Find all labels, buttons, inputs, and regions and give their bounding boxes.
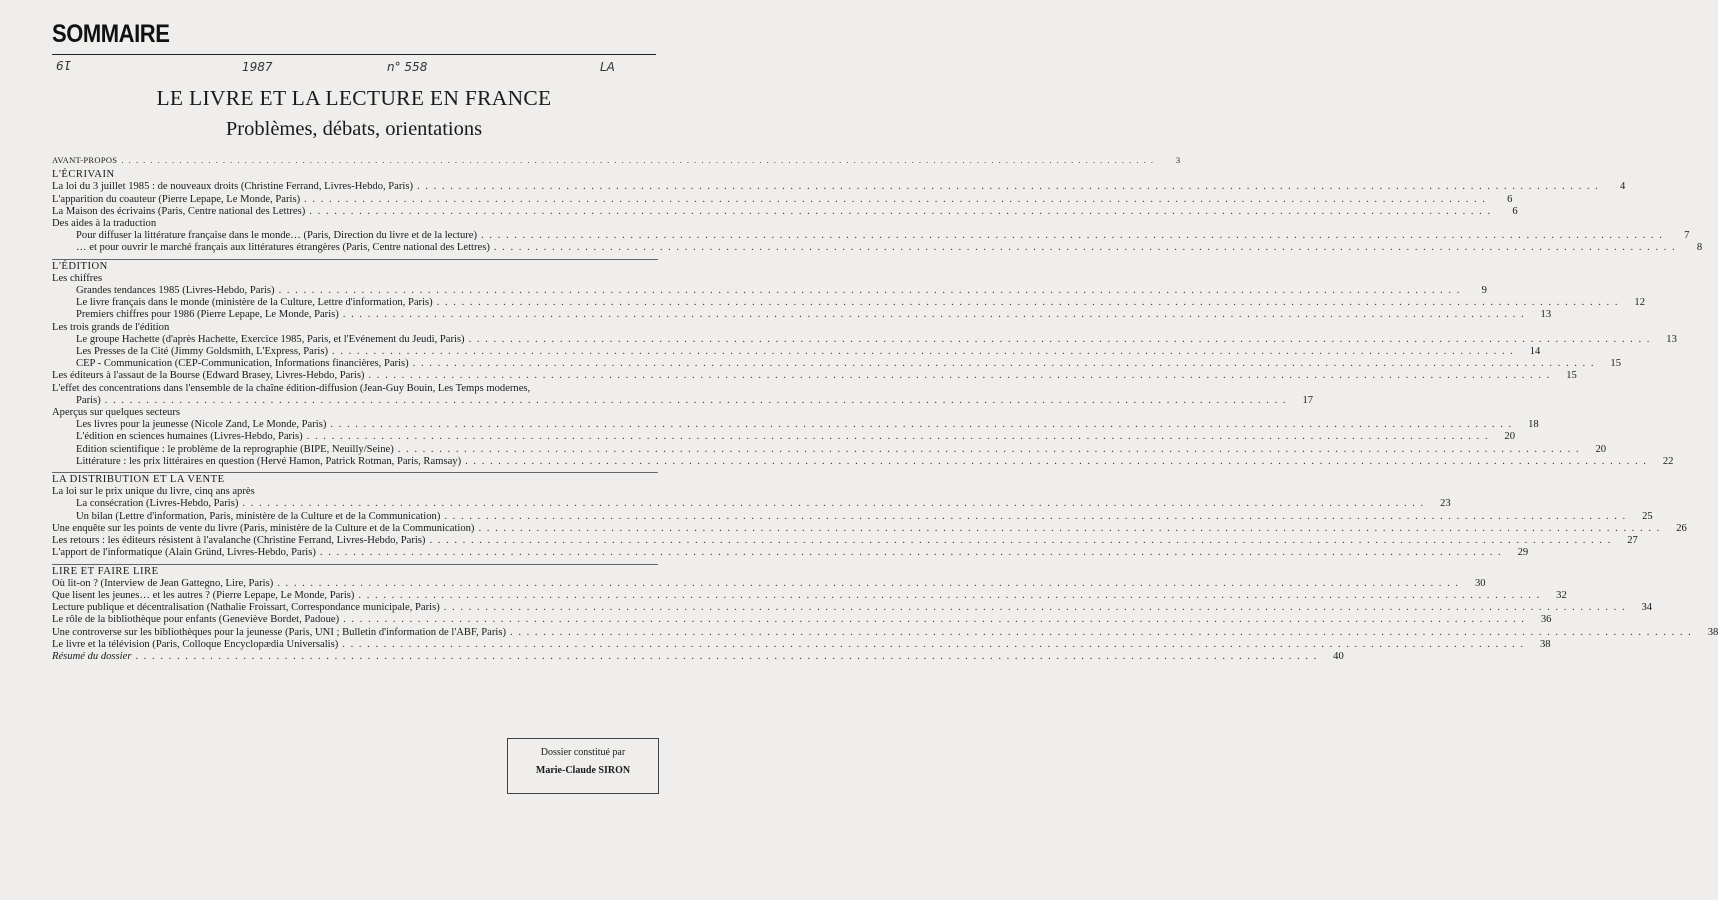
dot-leader — [398, 444, 1580, 456]
credit-box — [507, 738, 659, 794]
handwritten-mark-3: n° 558 — [387, 60, 428, 74]
toc-entry — [52, 522, 1687, 535]
dot-leader — [277, 578, 1459, 590]
toc-entry — [52, 577, 1486, 590]
toc-entry — [52, 230, 1690, 242]
toc-entry — [52, 650, 1344, 663]
toc-entry — [52, 346, 1541, 358]
toc-page-number: 14 — [1529, 346, 1541, 358]
toc-entry — [52, 589, 1567, 602]
section-heading: L'ÉDITION — [52, 259, 658, 273]
toc-subheading: La loi sur le prix unique du livre, cinq ans après — [52, 486, 255, 498]
page-title: LE LIVRE ET LA LECTURE EN FRANCE — [156, 86, 552, 110]
toc-entry — [52, 498, 1451, 510]
dot-leader — [429, 535, 1611, 547]
dot-leader — [307, 431, 1489, 443]
toc-entry — [52, 626, 1718, 639]
toc-page-number: 25 — [1642, 510, 1653, 522]
dot-leader — [121, 154, 1154, 166]
toc-page-number: 15 — [1566, 370, 1577, 382]
dot-leader — [494, 242, 1676, 254]
dot-leader — [478, 523, 1660, 535]
toc-page-number: 38 — [1539, 638, 1551, 650]
toc-entry — [52, 535, 1638, 547]
toc-entry-title: Un bilan (Lettre d'information, Paris, ministère de la Culture et de la Communication) — [76, 510, 441, 522]
toc-entry — [52, 309, 1552, 321]
dot-leader — [304, 194, 1486, 206]
toc-entry — [52, 181, 1626, 193]
page-subtitle: Problèmes, débats, orientations — [225, 118, 483, 140]
dot-leader — [417, 181, 1599, 193]
toc-entry — [52, 455, 1674, 468]
toc-entry-title: L'apparition du coauteur (Pierre Lepape, Le Monde, Paris) — [52, 193, 301, 205]
toc-entry-title: Où lit-on ? (Interview de Jean Gattegno, Lire, Paris) — [52, 577, 274, 589]
table-of-contents — [52, 154, 1718, 663]
toc-entry-title: Premiers chiffres pour 1986 (Pierre Lepape, Le Monde, Paris) — [76, 309, 339, 321]
toc-entry-title: Les éditeurs à l'assaut de la Bourse (Edward Brasey, Livres-Hebdo, Paris) — [52, 370, 365, 382]
dot-leader — [309, 206, 1491, 218]
sommaire-label: SOMMAIRE — [52, 20, 170, 48]
toc-entry-title: Le livre et la télévision (Paris, Colloque Encyclopædia Universalis) — [52, 638, 339, 650]
toc-entry-title: Une enquête sur les points de vente du livre (Paris, ministère de la Culture et de la Communication) — [52, 522, 475, 534]
toc-entry-title: Que lisent les jeunes… et les autres ? (Pierre Lepape, Le Monde, Paris) — [52, 589, 355, 601]
toc-entry — [52, 547, 1529, 559]
toc-page-number: 32 — [1556, 589, 1567, 601]
toc-entry — [52, 154, 1181, 166]
toc-entry-title: Les retours : les éditeurs résistent à l'avalanche (Christine Ferrand, Livres-Hebdo, Paris) — [52, 535, 426, 547]
toc-page-number: 22 — [1662, 455, 1674, 467]
toc-page-number: 30 — [1474, 577, 1486, 589]
dot-leader — [279, 285, 1461, 297]
toc-entry-title: Les Presses de la Cité (Jimmy Goldsmith, L'Express, Paris) — [76, 346, 329, 358]
dot-leader — [105, 395, 1287, 407]
section-heading: L'ÉCRIVAIN — [52, 169, 115, 181]
toc-page-number: 36 — [1540, 614, 1552, 626]
dot-leader — [343, 614, 1525, 626]
toc-page-number: 13 — [1666, 333, 1677, 345]
toc-page-number: 20 — [1595, 443, 1607, 455]
toc-page-number: 26 — [1676, 522, 1687, 534]
toc-subheading: Des aides à la traduction — [52, 218, 157, 230]
toc-page-number: 38 — [1707, 626, 1718, 638]
toc-entry — [52, 602, 1653, 614]
toc-page-number: 40 — [1333, 650, 1344, 662]
toc-page-number: 20 — [1504, 431, 1515, 443]
handwritten-mark-1: 19 — [56, 58, 72, 72]
handwritten-mark-2: 1987 — [242, 60, 273, 74]
toc-page-number: 18 — [1528, 419, 1539, 431]
toc-entry-title: Pour diffuser la littérature française dans le monde… (Paris, Direction du livre et de la lecture) — [76, 230, 478, 242]
toc-entry — [52, 205, 1518, 218]
toc-entry-title: CEP - Communication (CEP-Communication, Informations financières, Paris) — [76, 358, 409, 370]
toc-entry — [52, 431, 1515, 443]
dot-leader — [481, 230, 1663, 242]
handwritten-mark-4: LA — [600, 60, 615, 74]
toc-entry — [52, 358, 1621, 370]
toc-entry — [52, 242, 1703, 254]
toc-page-number: 6 — [1512, 205, 1518, 217]
toc-entry-title: La loi du 3 juillet 1985 : de nouveaux droits (Christine Ferrand, Livres-Hebdo, Paris) — [52, 181, 413, 193]
toc-entry — [52, 419, 1539, 431]
toc-entry — [52, 510, 1653, 523]
toc-entry-title: Grandes tendances 1985 (Livres-Hebdo, Paris) — [76, 285, 275, 297]
toc-entry — [52, 614, 1552, 626]
toc-entry-title: AVANT-PROPOS — [52, 155, 118, 165]
toc-page-number: 29 — [1517, 547, 1529, 559]
toc-entry-title: Edition scientifique : le problème de la reprographie (BIPE, Neuilly/Seine) — [76, 443, 394, 455]
toc-entry-title: L'apport de l'informatique (Alain Gründ, Livres-Hebdo, Paris) — [52, 547, 316, 559]
dot-leader — [242, 498, 1424, 510]
credit-line-1: Dossier constitué par — [540, 747, 626, 758]
toc-entry-title: La Maison des écrivains (Paris, Centre national des Lettres) — [52, 205, 306, 217]
toc-entry-title: Paris) — [76, 394, 101, 406]
dot-leader — [135, 651, 1317, 663]
dot-leader — [437, 297, 1619, 309]
toc-entry-title: Une controverse sur les bibliothèques pour la jeunesse (Paris, UNI ; Bulletin d'information de l'ABF, Paris) — [52, 626, 507, 638]
toc-page-number: 6 — [1507, 193, 1513, 205]
dot-leader — [413, 358, 1595, 370]
toc-subheading: Les chiffres — [52, 272, 103, 284]
dot-leader — [444, 511, 1626, 523]
toc-entry-title: Le groupe Hachette (d'après Hachette, Exercice 1985, Paris, et l'Evénement du Jeudi, Paris) — [76, 333, 465, 345]
dot-leader — [469, 334, 1651, 346]
toc-entry-title: Littérature : les prix littéraires en question (Hervé Hamon, Patrick Rotman, Paris, Ramsay) — [76, 455, 462, 467]
toc-entry — [52, 193, 1513, 206]
toc-entry — [52, 370, 1577, 382]
toc-page-number: 12 — [1634, 297, 1645, 309]
toc-entry-title: La consécration (Livres-Hebdo, Paris) — [76, 498, 239, 510]
toc-entry — [52, 638, 1551, 651]
toc-entry-title: … et pour ouvrir le marché français aux littératures étrangères (Paris, Centre national des Lettres) — [76, 242, 490, 254]
dot-leader — [444, 602, 1626, 614]
toc-entry-title: Le rôle de la bibliothèque pour enfants (Geneviève Bordet, Padoue) — [52, 614, 340, 626]
toc-page-number: 17 — [1302, 394, 1314, 406]
dot-leader — [330, 419, 1512, 431]
dot-leader — [332, 346, 1514, 358]
header-rule — [52, 54, 656, 55]
toc-entry — [52, 333, 1677, 346]
page-header — [52, 14, 656, 74]
dot-leader — [342, 639, 1524, 651]
toc-page-number: 23 — [1440, 498, 1451, 510]
toc-entry-title: L'édition en sciences humaines (Livres-Hebdo, Paris) — [76, 431, 303, 443]
toc-page-number: 3 — [1175, 155, 1181, 165]
toc-page-number: 27 — [1627, 535, 1638, 547]
toc-entry-title: Les livres pour la jeunesse (Nicole Zand, Le Monde, Paris) — [76, 419, 327, 431]
toc-entry-title: Résumé du dossier — [52, 650, 132, 662]
toc-page-number: 34 — [1641, 602, 1653, 614]
dot-leader — [320, 547, 1502, 559]
toc-subheading: Les trois grands de l'édition — [52, 321, 170, 333]
toc-entry — [52, 394, 1314, 407]
toc-entry — [52, 443, 1607, 456]
dot-leader — [465, 456, 1647, 468]
toc-entry-title: Le livre français dans le monde (ministère de la Culture, Lettre d'information, Paris) — [76, 297, 433, 309]
toc-entry — [52, 285, 1487, 297]
toc-page-number: 4 — [1620, 181, 1626, 193]
toc-page-number: 9 — [1481, 285, 1487, 297]
dot-leader — [358, 590, 1540, 602]
toc-subheading: Aperçus sur quelques secteurs — [52, 407, 180, 419]
toc-entry-title: Lecture publique et décentralisation (Nathalie Froissart, Correspondance municipale, Paris) — [52, 602, 440, 614]
section-heading: LIRE ET FAIRE LIRE — [52, 564, 658, 578]
toc-page-number: 7 — [1684, 230, 1690, 242]
credit-author: Marie-Claude SIRON — [535, 765, 631, 776]
dot-leader — [343, 309, 1525, 321]
dot-leader — [510, 627, 1692, 639]
section-heading: LA DISTRIBUTION ET LA VENTE — [52, 472, 658, 486]
dot-leader — [368, 370, 1550, 382]
toc-page-number: 15 — [1610, 358, 1621, 370]
toc-page-number: 13 — [1540, 309, 1552, 321]
toc-page-number: 8 — [1696, 242, 1703, 254]
toc-subheading: L'effet des concentrations dans l'ensemble de la chaîne édition-diffusion (Jean-Guy Bouin, Les Temps modernes, — [52, 382, 531, 394]
toc-entry — [52, 297, 1645, 309]
